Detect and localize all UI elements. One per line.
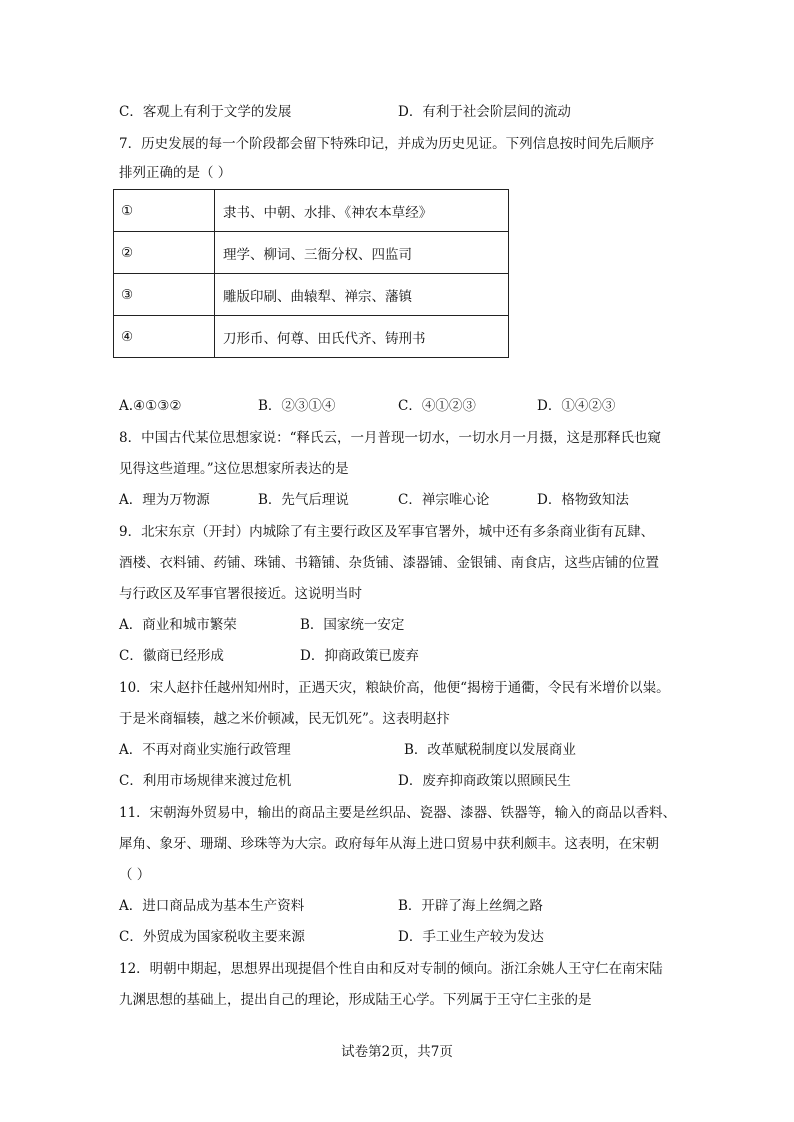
q9-stem-line2: 酒楼、衣料铺、药铺、珠铺、书籍铺、杂货铺、漆器铺、金银铺、南食店，这些店铺的位置 <box>119 555 659 571</box>
q9-option-c: C．徽商已经形成 <box>119 648 224 664</box>
q9-option-a: A．商业和城市繁荣 <box>119 617 237 633</box>
q7-option-d: D．①④②③ <box>537 398 616 414</box>
q12-stem-line2: 九渊思想的基础上，提出自己的理论，形成陆王心学。下列属于王守仁主张的是 <box>119 992 592 1008</box>
q7-option-a: A.④①③② <box>119 398 182 414</box>
q8-option-b: B．先气后理说 <box>258 492 349 508</box>
q11-option-b: B．开辟了海上丝绸之路 <box>398 898 543 914</box>
q7-option-c: C．④①②③ <box>398 398 476 414</box>
q11-option-d: D．手工业生产较为发达 <box>398 929 544 945</box>
q8-option-d: D．格物致知法 <box>537 492 629 508</box>
q10-stem-line1: 10．宋人赵抃任越州知州时，正遇天灾，粮缺价高，他便“揭榜于通衢，令民有米增价以粜。 <box>119 680 670 696</box>
table-row <box>114 190 509 232</box>
table-cell-num: ② <box>114 232 215 274</box>
q11-option-c: C．外贸成为国家税收主要来源 <box>119 929 305 945</box>
q8-option-c: C．禅宗唯心论 <box>398 492 490 508</box>
q7-stem-line2: 排列正确的是（ ） <box>119 165 232 181</box>
q11-stem-line3: （ ） <box>119 867 151 883</box>
q9-stem-line1: 9．北宋东京（开封）内城除了有主要行政区及军事官署外，城中还有多条商业街有瓦肆、 <box>119 524 655 540</box>
table-cell-num: ③ <box>114 274 215 316</box>
table-cell-text: 雕版印刷、曲辕犁、禅宗、藩镇 <box>215 274 509 316</box>
q10-option-c: C．利用市场规律来渡过危机 <box>119 773 292 789</box>
q12-stem-line1: 12．明朝中期起，思想界出现提倡个性自由和反对专制的倾向。浙江余姚人王守仁在南宋陆 <box>119 961 663 977</box>
q7-stem-line1: 7．历史发展的每一个阶段都会留下特殊印记，并成为历史见证。下列信息按时间先后顺序 <box>119 136 655 152</box>
table-cell-text: 刀形币、何尊、田氏代齐、铸刑书 <box>215 316 509 358</box>
q9-stem-line3: 与行政区及军事官署很接近。这说明当时 <box>119 586 362 602</box>
page-footer: 试卷第2页，共7页 <box>341 1044 453 1060</box>
q11-stem-line1: 11．宋朝海外贸易中，输出的商品主要是丝织品、瓷器、漆器、铁器等，输入的商品以香料、 <box>119 805 677 821</box>
q10-option-d: D．废弃抑商政策以照顾民生 <box>398 773 571 789</box>
q7-info-table <box>113 189 509 358</box>
q7-option-b: B．②③①④ <box>258 398 336 414</box>
table-row <box>114 232 509 274</box>
table-cell-text: 隶书、中朝、水排、《神农本草经》 <box>215 190 509 232</box>
q9-option-d: D．抑商政策已废弃 <box>300 648 419 664</box>
table-row <box>114 274 509 316</box>
q8-stem-line2: 见得这些道理。”这位思想家所表达的是 <box>119 461 349 477</box>
table-row <box>114 316 509 358</box>
q9-option-b: B．国家统一安定 <box>300 617 405 633</box>
q6-option-c: C．客观上有利于文学的发展 <box>119 104 292 120</box>
q10-option-a: A．不再对商业实施行政管理 <box>119 742 291 758</box>
q10-option-b: B．改革赋税制度以发展商业 <box>404 742 576 758</box>
q8-stem-line1: 8．中国古代某位思想家说：“释氏云，一月普现一切水，一切水月一月摄，这是那释氏也窥 <box>119 430 661 446</box>
q11-stem-line2: 犀角、象牙、珊瑚、珍珠等为大宗。政府每年从海上进口贸易中获利颇丰。这表明，在宋朝 <box>119 836 659 852</box>
q11-option-a: A．进口商品成为基本生产资料 <box>119 898 305 914</box>
q8-option-a: A．理为万物源 <box>119 492 210 508</box>
q10-stem-line2: 于是米商辐辏，越之米价顿减，民无饥死”。这表明赵抃 <box>119 711 450 727</box>
table-cell-text: 理学、柳词、三衙分权、四监司 <box>215 232 509 274</box>
table-cell-num: ① <box>114 190 215 232</box>
table-cell-num: ④ <box>114 316 215 358</box>
q6-option-d: D．有利于社会阶层间的流动 <box>398 104 571 120</box>
